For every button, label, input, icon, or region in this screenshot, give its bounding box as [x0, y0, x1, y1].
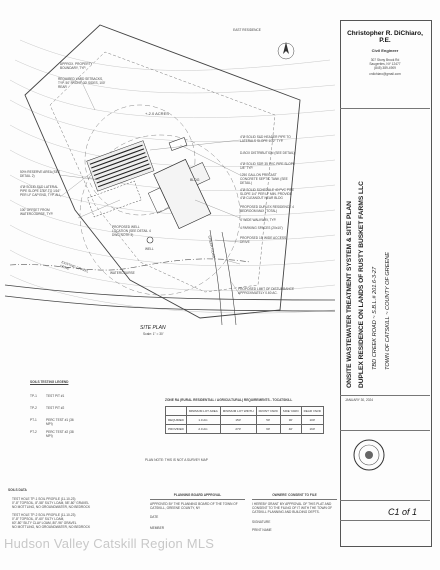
zoning-cell: 100': [301, 416, 323, 425]
zoning-header-row: [166, 407, 324, 416]
acres-label: +-2.0 ACRES: [145, 111, 169, 116]
soil-label-3: PERC TEST #1 (36 MPI): [46, 418, 74, 426]
zoning-cell: 1.0 AC.: [186, 416, 220, 425]
soil-label-1: TEST PIT #1: [46, 394, 65, 398]
soil-symbol-1: TP-1: [30, 394, 37, 398]
engineer-name: Christopher R. DiChiaro, P.E.: [347, 30, 423, 44]
zoning-cell: 270': [220, 425, 256, 434]
zoning-cell: 30': [280, 416, 301, 425]
plan-label-right-6: PROPOSED DUPLEX RESIDENCE 4 BEDROOM MAX (TOTAL): [240, 205, 294, 213]
plan-label-right-9: PROPOSED 15' WIDE ACCESS DRIVE: [240, 236, 287, 244]
plan-label-right-4: 1250 GALLON PRECAST CONCRETE SEPTIC TANK (SEE DETAIL): [240, 173, 288, 185]
bldg-label: BLDG: [190, 178, 200, 182]
zoning-header-cell: SIDE YARD: [280, 407, 301, 416]
soils-data-6: 60"-80" SILTY CLAY LOAM, 80"-96" GRAVEL: [12, 521, 77, 525]
plan-label-left-2: REQUIRED YARD SETBACKS, TYP. 50' FRONT, 30' SIDES, 100' REAR: [58, 77, 106, 89]
soils-data-title: SOILS DATA: [8, 488, 27, 492]
zoning-header-cell: MINIMUM LOT AREA: [186, 407, 220, 416]
owner-print-label: PRINT NAME: [252, 528, 272, 532]
planning-approval-text: APPROVED BY THE PLANNING BOARD OF THE TOWN OF CATSKILL, GREENE COUNTY, NY: [150, 502, 238, 510]
zoning-cell: PROVIDED: [166, 425, 187, 434]
plan-label-right-5: 4"Ø SOLID SCHEDULE 40 PVC PIPE SLOPE 1/4" PER LF MIN. PROVIDE 4"Ø CLEANOUT NEAR BLDG: [240, 188, 295, 200]
engineer-address-1: 307 Stony Brook Rd: [370, 58, 400, 62]
planning-member-label: MEMBER: [150, 526, 164, 530]
engineer-email: crdichiaro@gmail.com: [369, 72, 401, 76]
soils-legend-title: SOILS TESTING LEGEND: [30, 380, 69, 384]
zoning-cell: 160': [301, 425, 323, 434]
zoning-cell: 150': [220, 416, 256, 425]
table-row: [166, 425, 324, 434]
gravel-drive-label: EXISTING GRAVEL DRIVE: [59, 260, 89, 274]
soils-data-4: TEST HOLE TP-2 SOIL PROFILE (11-10-23): [12, 513, 76, 517]
soil-label-2: TEST PIT #2: [46, 406, 65, 410]
creek-road-label: CREEK ROAD: [207, 235, 216, 259]
engineer-title: Civil Engineer: [371, 48, 399, 53]
zoning-cell: 2.0 AC.: [186, 425, 220, 434]
pe-seal-icon: [352, 438, 386, 472]
plan-label-left-6: PROPOSED WELL LOCATION (SEE DETAIL 4 DWG NOTE 3): [112, 225, 151, 237]
project-title-2: DUPLEX RESIDENCE ON LANDS OF RUSTY BUSKET FARMS LLC: [358, 181, 365, 388]
soils-data-5: 0"-8" TOPSOIL, 8"-60" SILTY LOAM,: [12, 517, 65, 521]
soil-symbol-2: TP-2: [30, 406, 37, 410]
plan-note: PLAN NOTE: THIS IS NOT A SURVEY MAP: [145, 458, 208, 462]
project-address: TBD CREEK ROAD ~ S.B.L.# 201.6-3-27: [372, 266, 378, 370]
owner-signature-label: SIGNATURE: [252, 520, 271, 524]
engineer-phone: (845) 389-4909: [374, 66, 396, 70]
zoning-cell: REQUIRED: [166, 416, 187, 425]
owner-consent-text: I HEREBY GRANT MY APPROVAL OF THIS PLAT AND CONSENT TO THE FILING OF IT WITH THE TOWN OF CATSKILL PLANNING AND BUILDING DEPTS.: [252, 502, 333, 514]
plan-label-left-3: 50% RESERVE AREA (SEE DETAIL 2): [20, 170, 60, 178]
plan-label-right-3: 4"Ø SOLID SDR 35 PVC PIPE SLOPE 1/8" TYP.: [240, 162, 295, 170]
plan-label-left-5: 100' OFFSET FROM WATERCOURSE, TYP.: [20, 208, 54, 216]
plan-label-right-1: 4"Ø SOLID S&D HEADER PIPE TO LATERALS SLOPE 1/32" TYP.: [240, 135, 291, 143]
soils-data-7: NO MOTTLING, NO GROUNDWATER, NO BEDROCK: [12, 525, 91, 529]
east-residence-label: EAST RESIDENCE: [233, 28, 261, 32]
soil-label-4: PERC TEST #2 (38 MPI): [46, 430, 74, 438]
zoning-header-cell: FRONT YARD: [256, 407, 280, 416]
sheet-number: C1 of 1: [388, 507, 418, 517]
planning-approval-title: PLANNING BOARD APPROVAL: [173, 493, 222, 497]
zoning-table: [165, 406, 324, 434]
zoning-header-cell: REAR YARD: [301, 407, 323, 416]
soils-data-2: 0"-8" TOPSOIL, 8"-58" SILTY LOAM, 58"-80" GRAVEL: [12, 501, 90, 505]
soil-symbol-3: PT-1: [30, 418, 37, 422]
soils-data-3: NO MOTTLING, NO GROUNDWATER, NO BEDROCK: [12, 505, 91, 509]
plan-label-left-1: APPROX. PROPERTY BOUNDARY, TYP.: [60, 62, 93, 70]
plan-label-right-2: D-BOX DISTRIBUTION (SEE DETAIL): [240, 151, 295, 155]
zoning-cell: 60': [256, 425, 280, 434]
mls-watermark: Hudson Valley Catskill Region MLS: [4, 536, 215, 551]
site-plan-scale: Scale: 1" = 30': [143, 332, 164, 336]
plan-label-right-7: 4' WIDE WALKWAY, TYP.: [240, 218, 277, 222]
table-row: [166, 416, 324, 425]
date-value: JANUARY 30, 2024: [345, 398, 374, 402]
planning-date-label: DATE: [150, 515, 159, 519]
zoning-header-cell: [166, 407, 187, 416]
zoning-cell: 50': [256, 416, 280, 425]
soil-symbol-4: PT-2: [30, 430, 37, 434]
zoning-cell: 40': [280, 425, 301, 434]
site-plan-title: SITE PLAN: [140, 325, 166, 331]
plan-label-right-10: PROPOSED LIMIT OF DISTURBANCE APPROXIMATELY 0.60 AC.: [238, 287, 295, 295]
north-arrow-icon: [275, 40, 297, 62]
owner-consent-title: OWNERS' CONSENT TO FILE: [272, 493, 317, 497]
well-label: WELL: [145, 247, 154, 251]
engineer-address-2: Saugerties, NY 12477: [369, 62, 401, 66]
plan-label-right-8: 4 PARKING SPACES (20x10'): [240, 226, 283, 230]
watercourse-label: WATERCOURSE: [110, 271, 135, 275]
soils-data-1: TEST HOLE TP-1 SOIL PROFILE (11-10-23): [12, 497, 76, 501]
zoning-title: ZONE RA (RURAL RESIDENTIAL / AGRICULTURAL) REQUIREMENTS - TOCATSKILL: [165, 398, 293, 402]
project-town: TOWN OF CATSKILL ~ COUNTY OF GREENE: [385, 252, 391, 370]
project-title-1: ONSITE WASTEWATER TREATMENT SYSTEM & SITE PLAN: [346, 201, 353, 388]
zoning-header-cell: MINIMUM LOT WIDTH: [220, 407, 256, 416]
plan-label-left-4: 4"Ø SOLID S&D LATERAL PIPE SLOPE 1/32" TO 1/16" PER LF CAP END, TYP. ALL: [20, 185, 61, 197]
